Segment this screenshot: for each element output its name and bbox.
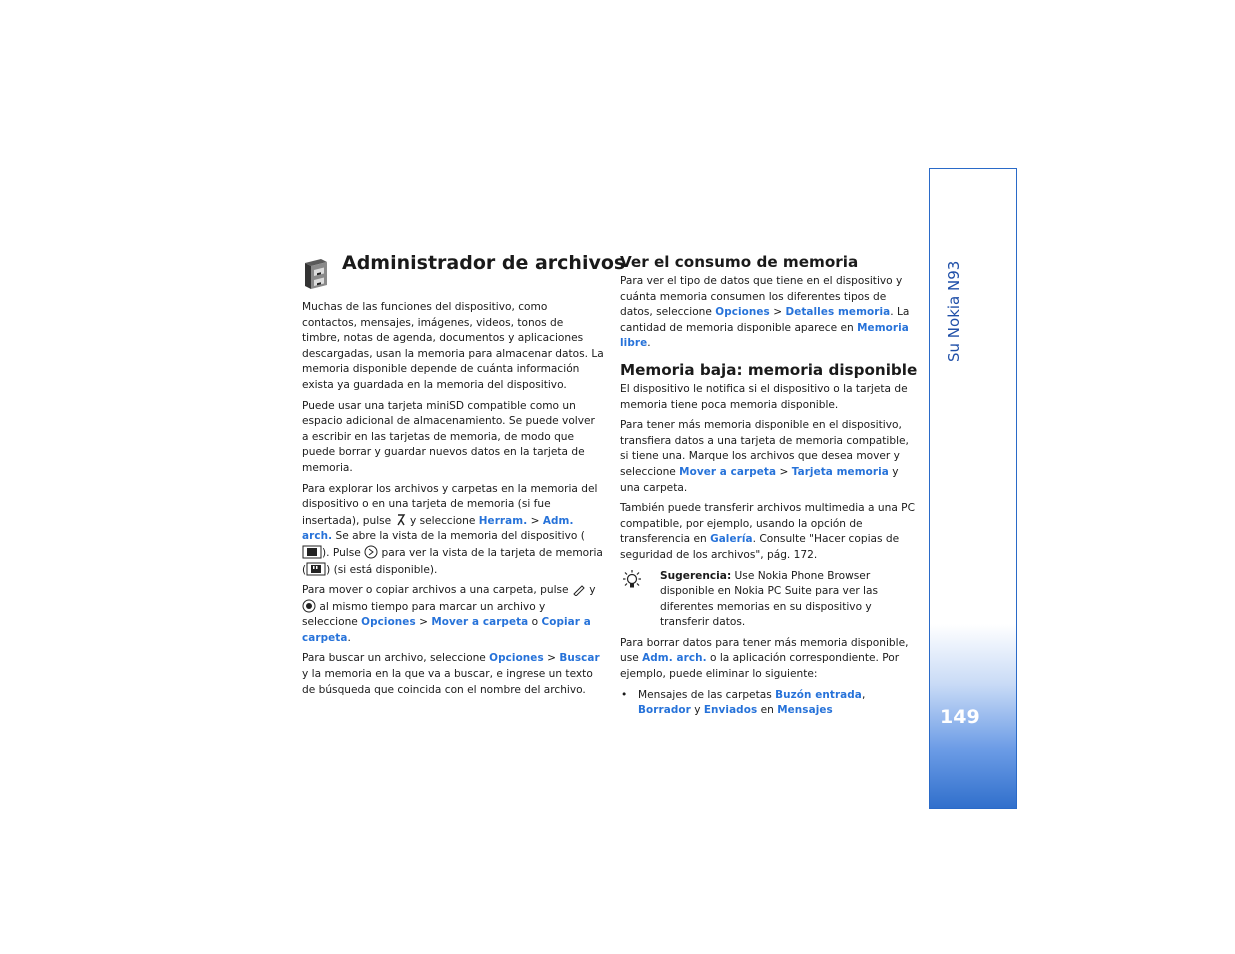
text: o (528, 616, 542, 629)
text: , (861, 688, 866, 701)
text: . (347, 631, 351, 644)
menu-link-galeria[interactable]: Galería (710, 533, 753, 546)
phone-memory-icon (302, 545, 322, 559)
text: para ver la vista de la tarjeta de memoria ( (302, 546, 603, 576)
menu-link-adm-arch[interactable]: Adm. arch. (642, 652, 707, 665)
text: Mensajes de las carpetas (638, 688, 776, 701)
text: ) (si está disponible). (326, 563, 438, 576)
memory-usage-paragraph (620, 274, 920, 352)
text: en (757, 704, 778, 717)
menu-link-tarjeta-memoria[interactable]: Tarjeta memoria (791, 465, 889, 478)
text: Para ver el tipo de datos que tiene en el dispositivo y cuánta memoria consumen los diferentes tipos de datos, seleccione (620, 275, 903, 319)
delete-paragraph (620, 636, 920, 683)
menu-link-buscar[interactable]: Buscar (559, 652, 600, 665)
text: y (690, 704, 704, 717)
side-tab-title-wrap (946, 256, 968, 362)
menu-link-mensajes[interactable]: Mensajes (777, 704, 833, 717)
low-memory-paragraph: El dispositivo le notifica si el dispositivo o la tarjeta de memoria tiene poca memoria disponible. (620, 382, 908, 411)
section-heading-memory-usage: Ver el consumo de memoria (620, 253, 859, 271)
move-copy-paragraph (302, 583, 604, 646)
text: Se abre la vista de la memoria del dispositivo ( (332, 530, 585, 543)
side-tab-title: Su Nokia N93 (945, 260, 963, 362)
bullet-dot: • (621, 688, 628, 701)
text: . (647, 337, 651, 350)
right-column (620, 252, 920, 719)
text: Para borrar datos para tener más memoria disponible, use (620, 636, 909, 665)
menu-link-opciones[interactable]: Opciones (715, 306, 770, 319)
menu-link-opciones[interactable]: Opciones (361, 616, 416, 629)
text: al mismo tiempo para marcar un archivo y seleccione (302, 600, 546, 629)
lightbulb-icon (620, 570, 644, 592)
text: y una carpeta. (620, 465, 899, 494)
text: o la aplicación correspondiente. Por ejemplo, puede eliminar lo siguiente: (620, 652, 900, 681)
tip-label: Sugerencia: (660, 569, 732, 582)
text: También puede transferir archivos multimedia a una PC compatible, por ejemplo, usando la opción de transferencia en (620, 502, 915, 546)
joystick-right-icon (364, 545, 378, 559)
chapter-title: Administrador de archivos (342, 252, 626, 274)
text: y la memoria en la que va a buscar, e ingrese un texto de búsqueda que coincida con el nombre del archivo. (302, 668, 593, 696)
intro-paragraph: Muchas de las funciones del dispositivo, como contactos, mensajes, imágenes, videos, tonos de timbre, notas de agenda, documentos y aplicaciones descargadas, usan la memoria para almacenar datos. La memoria disponible depende de cuánta información exista ya guardada en la memoria del dispositivo. (302, 301, 604, 391)
menu-link-mover-a-carpeta[interactable]: Mover a carpeta (431, 616, 529, 629)
tip-text: Use Nokia Phone Browser disponible en Nokia PC Suite para ver las diferentes memorias en su dispositivo y transferir datos. (660, 569, 879, 629)
menu-key-icon (395, 513, 407, 527)
text: y seleccione (406, 514, 479, 527)
menu-link-herram[interactable]: Herram. (478, 514, 528, 527)
separator: > (769, 306, 786, 319)
left-column (302, 300, 604, 703)
text: Para tener más memoria disponible en el dispositivo, transfiera datos a una tarjeta de memoria compatible, si tiene una. Marque los archivos que desea mover y seleccione (620, 419, 909, 478)
menu-link-detalles-memoria[interactable]: Detalles memoria (785, 306, 891, 319)
transfer-paragraph (620, 418, 920, 496)
edit-key-icon (572, 584, 586, 596)
menu-link-borrador[interactable]: Borrador (638, 704, 691, 717)
section-heading-low-memory: Memoria baja: memoria disponible (620, 360, 918, 379)
minisd-paragraph: Puede usar una tarjeta miniSD compatible como un espacio adicional de almacenamiento. Se puede volver a escribir en las tarjetas de memoria, de modo que puede borrar y guardar nuevos datos en la tarjeta de memoria. (302, 399, 595, 474)
search-paragraph (302, 651, 604, 698)
menu-link-adm-arch[interactable]: Adm. arch. (302, 514, 574, 543)
list-item (620, 688, 920, 719)
separator: > (415, 616, 432, 629)
menu-link-memoria-libre[interactable]: Memoria libre (620, 321, 909, 350)
separator: > (527, 514, 543, 527)
text: ). Pulse (322, 546, 365, 559)
text: . La cantidad de memoria disponible aparece en (620, 306, 910, 334)
separator: > (776, 465, 792, 478)
text: . Consulte "Hacer copias de seguridad de los archivos", pág. 172. (620, 533, 900, 561)
text: Para buscar un archivo, seleccione (302, 652, 490, 665)
menu-link-buzon-entrada[interactable]: Buzón entrada (775, 688, 862, 701)
joystick-press-icon (302, 599, 316, 613)
text: Para mover o copiar archivos a una carpeta, pulse (302, 584, 572, 597)
menu-link-opciones[interactable]: Opciones (489, 652, 544, 665)
file-cabinet-icon (302, 258, 328, 290)
menu-link-copiar-a-carpeta[interactable]: Copiar a carpeta (302, 616, 591, 644)
memory-card-icon (306, 562, 326, 576)
page-number: 149 (940, 706, 980, 728)
separator: > (543, 652, 560, 665)
tip-box (620, 569, 920, 631)
explore-paragraph (302, 482, 604, 579)
menu-link-enviados[interactable]: Enviados (703, 704, 758, 717)
text: y (585, 584, 596, 597)
pc-transfer-paragraph (620, 501, 920, 563)
chapter-header (302, 251, 626, 293)
text: Para explorar los archivos y carpetas en la memoria del dispositivo o en una tarjeta de memoria (si fue insertada), pulse (302, 482, 598, 527)
menu-link-mover-a-carpeta[interactable]: Mover a carpeta (679, 465, 777, 478)
